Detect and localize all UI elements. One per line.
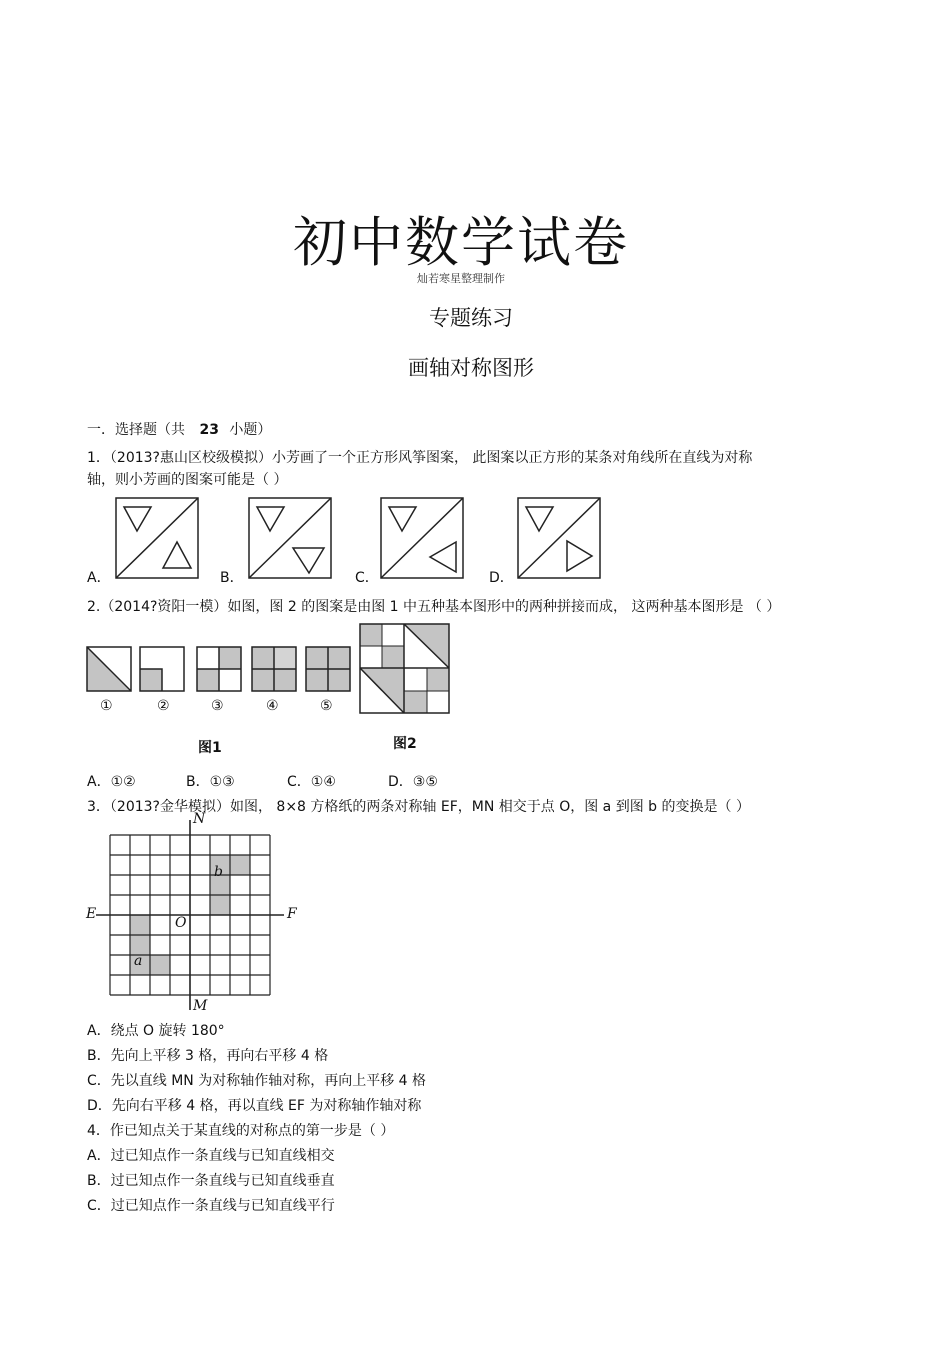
document-title: 初中数学试卷 [293, 211, 629, 274]
q2-option-d: D．③⑤ [388, 774, 438, 790]
q1-option-a-label: A． [87, 570, 111, 586]
q3-label-f: F [287, 906, 297, 922]
section-prefix: 一．选择题（共 [87, 422, 185, 438]
q1-option-b-figure [248, 497, 332, 579]
q1-option-d-label: D． [489, 570, 514, 586]
q3-grid-figure [86, 812, 306, 1017]
q2-shape-label-2: ② [157, 698, 170, 714]
q2-shape-5 [305, 646, 351, 692]
q3-label-m: M [193, 998, 208, 1014]
q3-option-d: D．先向右平移 4 格，再以直线 EF 为对称轴作轴对称 [87, 1098, 422, 1114]
q3-option-c: C．先以直线 MN 为对称轴作轴对称，再向上平移 4 格 [87, 1073, 427, 1089]
q3-option-a: A．绕点 O 旋转 180° [87, 1023, 225, 1039]
q2-fig2 [359, 623, 451, 715]
section-suffix: 小题） [229, 422, 272, 438]
q3-label-o: O [175, 915, 187, 931]
q2-option-c: C．①④ [287, 774, 336, 790]
q2-shape-3 [196, 646, 242, 692]
section-heading [87, 419, 271, 439]
q3-label-b: b [214, 864, 223, 880]
q4-stem: 4．作已知点关于某直线的对称点的第一步是（ ） [87, 1123, 395, 1139]
topic-heading: 专题练习 [429, 306, 513, 330]
q2-shape-2 [139, 646, 185, 692]
q1-stem-line2: 轴，则小芳画的图案可能是（ ） [87, 472, 288, 488]
q2-shape-label-1: ① [100, 698, 113, 714]
q3-label-a: a [134, 953, 143, 969]
q3-stem: 3．（2013?金华模拟）如图， 8×8 方格纸的两条对称轴 EF，MN 相交于点 O，图 a 到图 b 的变换是（ ） [87, 799, 750, 815]
q2-fig2-label: 图2 [393, 736, 417, 752]
q1-option-a-figure [115, 497, 199, 579]
q3-label-n: N [193, 811, 206, 827]
q2-shape-label-3: ③ [211, 698, 224, 714]
q1-stem-line1: 1．（2013?惠山区校级模拟）小芳画了一个正方形风筝图案， 此图案以正方形的某条对角线所在直线为对称 [87, 450, 753, 466]
q2-option-b: B．①③ [186, 774, 235, 790]
q4-option-a: A．过已知点作一条直线与已知直线相交 [87, 1148, 335, 1164]
q4-option-b: B．过已知点作一条直线与已知直线垂直 [87, 1173, 335, 1189]
q3-option-b: B．先向上平移 3 格，再向右平移 4 格 [87, 1048, 329, 1064]
author-line: 灿若寒星整理制作 [417, 272, 505, 285]
q4-option-c: C．过已知点作一条直线与已知直线平行 [87, 1198, 335, 1214]
q3-label-e: E [86, 906, 97, 922]
q2-shape-4 [251, 646, 297, 692]
q2-stem: 2.（2014?资阳一模）如图，图 2 的图案是由图 1 中五种基本图形中的两种拼接而成， 这两种基本图形是 （ ） [87, 599, 781, 615]
q2-shape-1 [86, 646, 132, 692]
q2-shape-label-4: ④ [266, 698, 279, 714]
q2-shape-label-5: ⑤ [320, 698, 333, 714]
q1-option-c-label: C． [355, 570, 379, 586]
q1-option-b-label: B． [220, 570, 244, 586]
q1-option-c-figure [380, 497, 464, 579]
subtopic-heading: 画轴对称图形 [408, 356, 534, 380]
q2-fig1-label: 图1 [198, 740, 222, 756]
section-count: 23 [199, 422, 219, 438]
q2-option-a: A．①② [87, 774, 136, 790]
q1-option-d-figure [517, 497, 601, 579]
